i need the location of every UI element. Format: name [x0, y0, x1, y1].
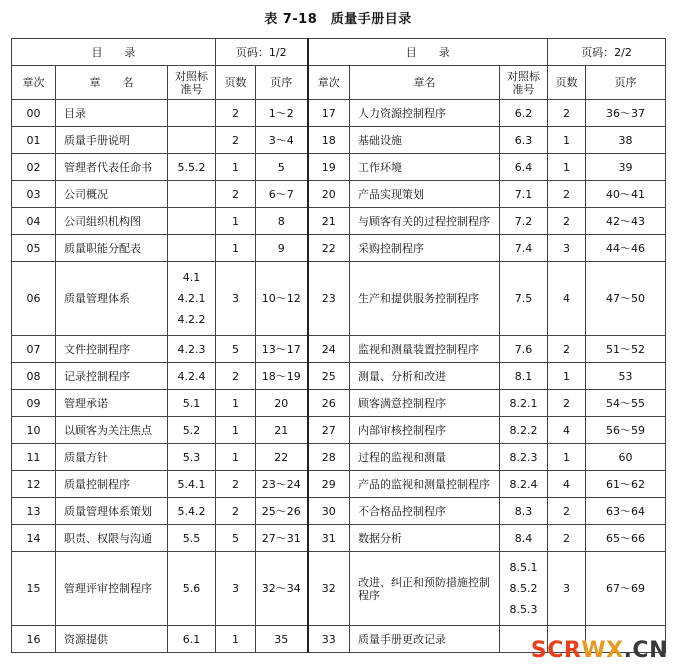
page-range: 23～24: [256, 471, 308, 498]
col-clause-header: 对照标准号: [500, 66, 548, 100]
page-count: 1: [216, 208, 256, 235]
chapter-number: 00: [12, 100, 56, 127]
chapter-number: 30: [308, 498, 350, 525]
page-range: 54～55: [586, 390, 666, 417]
site-watermark-logo: [531, 638, 668, 663]
clause-line: 8.5.3: [509, 603, 538, 616]
clause-number: [168, 390, 216, 417]
clause-line: 8.5.2: [509, 582, 538, 595]
page-count: 1: [216, 417, 256, 444]
chapter-name: 管理评审控制程序: [56, 552, 168, 626]
clause-number: [168, 363, 216, 390]
page-range: 60: [586, 444, 666, 471]
clause-line: 8.5.1: [509, 561, 538, 574]
chapter-name: 改进、纠正和预防措施控制程序: [350, 552, 500, 626]
chapter-name: 质量手册更改记录: [350, 626, 500, 653]
chapter-number: 02: [12, 154, 56, 181]
table-row: [12, 262, 666, 336]
chapter-number: 17: [308, 100, 350, 127]
table-row: [12, 390, 666, 417]
page-count: 2: [548, 181, 586, 208]
clause-line: 4.2.4: [177, 369, 206, 383]
chapter-name: 生产和提供服务控制程序: [350, 262, 500, 336]
watermark-part-b: WX: [581, 638, 624, 663]
clause-line: 8.2.4: [509, 477, 538, 491]
page-count: 1: [216, 390, 256, 417]
clause-number: [168, 181, 216, 208]
clause-number: [500, 444, 548, 471]
chapter-number: 08: [12, 363, 56, 390]
page-count: 1: [548, 154, 586, 181]
chapter-name: 测量、分析和改进: [350, 363, 500, 390]
page-count: 1: [548, 444, 586, 471]
page-range: 1～2: [256, 100, 308, 127]
page-count: 5: [216, 525, 256, 552]
col-seq-header: 页序: [256, 66, 308, 100]
chapter-name: 工作环境: [350, 154, 500, 181]
clause-line: 5.6: [182, 582, 201, 595]
chapter-number: 13: [12, 498, 56, 525]
chapter-number: 32: [308, 552, 350, 626]
page-count: 2: [216, 127, 256, 154]
chapter-number: 22: [308, 235, 350, 262]
chapter-name: 内部审核控制程序: [350, 417, 500, 444]
table-row: [12, 127, 666, 154]
clause-line: 7.4: [514, 241, 533, 255]
chapter-name: 职责、权限与沟通: [56, 525, 168, 552]
page-range: 3～4: [256, 127, 308, 154]
page-range: 9: [256, 235, 308, 262]
table-caption: 表 7-18 质量手册目录: [264, 12, 412, 27]
clause-line: 8.1: [514, 369, 533, 383]
page-range: 13～17: [256, 336, 308, 363]
chapter-number: 25: [308, 363, 350, 390]
table-row: [12, 235, 666, 262]
chapter-number: 14: [12, 525, 56, 552]
page-count: 1: [216, 235, 256, 262]
table-row: [12, 154, 666, 181]
clause-line: 6.1: [182, 632, 201, 646]
page-range: 20: [256, 390, 308, 417]
right-page-code: 页码：2/2: [548, 39, 666, 66]
left-page-code: 页码：1/2: [216, 39, 308, 66]
chapter-name: 质量方针: [56, 444, 168, 471]
page-count: 2: [216, 471, 256, 498]
table-row: [12, 471, 666, 498]
clause-number: [168, 235, 216, 262]
table-row: [12, 336, 666, 363]
table-row: [12, 363, 666, 390]
chapter-name: 管理承诺: [56, 390, 168, 417]
clause-number: [168, 498, 216, 525]
chapter-number: 23: [308, 262, 350, 336]
clause-number: [168, 417, 216, 444]
clause-number: [168, 208, 216, 235]
right-directory-header: 目 录: [308, 39, 548, 66]
chapter-number: 18: [308, 127, 350, 154]
clause-line: 5.4.2: [177, 504, 206, 518]
page-range: 40～41: [586, 181, 666, 208]
chapter-number: 33: [308, 626, 350, 653]
clause-number: [168, 525, 216, 552]
page-range: 44～46: [586, 235, 666, 262]
page-range: 67～69: [586, 552, 666, 626]
page-count: 2: [548, 498, 586, 525]
table-row: [12, 181, 666, 208]
chapter-name: 数据分析: [350, 525, 500, 552]
col-name-header: 章名: [350, 66, 500, 100]
chapter-name: 管理者代表任命书: [56, 154, 168, 181]
clause-line: 6.3: [514, 133, 533, 147]
clause-number: [500, 390, 548, 417]
chapter-number: 05: [12, 235, 56, 262]
page-range: 10～12: [256, 262, 308, 336]
clause-line: 5.2: [182, 423, 201, 437]
clause-number: [500, 552, 548, 626]
chapter-name: 记录控制程序: [56, 363, 168, 390]
page-count: 1: [548, 127, 586, 154]
clause-number: [500, 363, 548, 390]
page-count: 1: [216, 626, 256, 653]
page-count: 2: [216, 498, 256, 525]
chapter-name: 质量控制程序: [56, 471, 168, 498]
page-count: 3: [548, 552, 586, 626]
page-count: 2: [548, 525, 586, 552]
clause-number: [500, 208, 548, 235]
col-name-header: 章 名: [56, 66, 168, 100]
page-range: 6～7: [256, 181, 308, 208]
page-count: 2: [216, 100, 256, 127]
clause-number: [500, 525, 548, 552]
clause-line: 4.1: [182, 271, 201, 284]
clause-line: 6.2: [514, 106, 533, 120]
col-chapter-header: 章次: [12, 66, 56, 100]
chapter-name: 文件控制程序: [56, 336, 168, 363]
clause-number: [500, 181, 548, 208]
chapter-name: 资源提供: [56, 626, 168, 653]
chapter-number: 29: [308, 471, 350, 498]
chapter-name: 监视和测量装置控制程序: [350, 336, 500, 363]
page-count: 2: [216, 363, 256, 390]
chapter-number: 12: [12, 471, 56, 498]
chapter-name: 公司组织机构图: [56, 208, 168, 235]
chapter-number: 31: [308, 525, 350, 552]
table-row: [12, 444, 666, 471]
page-range: 35: [256, 626, 308, 653]
clause-number: [500, 471, 548, 498]
page-count: 1: [216, 154, 256, 181]
page-range: 21: [256, 417, 308, 444]
page-range: 5: [256, 154, 308, 181]
chapter-number: 21: [308, 208, 350, 235]
chapter-name: 产品实现策划: [350, 181, 500, 208]
clause-number: [168, 262, 216, 336]
header-row-columns: [12, 66, 666, 100]
page-count: 2: [548, 100, 586, 127]
page-range: 42～43: [586, 208, 666, 235]
clause-number: [168, 471, 216, 498]
chapter-name: 质量管理体系: [56, 262, 168, 336]
chapter-number: 01: [12, 127, 56, 154]
clause-line: 8.3: [514, 504, 533, 518]
page-range: 25～26: [256, 498, 308, 525]
chapter-name: 目录: [56, 100, 168, 127]
clause-number: [168, 154, 216, 181]
clause-line: 8.2.3: [509, 450, 538, 464]
clause-line: 6.4: [514, 160, 533, 174]
page-count: 1: [548, 363, 586, 390]
page-range: 32～34: [256, 552, 308, 626]
watermark-part-a: SCR: [530, 638, 582, 663]
page-count: 3: [216, 552, 256, 626]
table-row: [12, 100, 666, 127]
quality-manual-toc-table: [11, 38, 666, 653]
clause-line: 5.3: [182, 450, 201, 464]
col-pages-header: 页数: [548, 66, 586, 100]
clause-number: [168, 336, 216, 363]
chapter-number: 09: [12, 390, 56, 417]
chapter-name: 与顾客有关的过程控制程序: [350, 208, 500, 235]
page-count: 4: [548, 417, 586, 444]
page-count: 3: [548, 235, 586, 262]
page-range: 65～66: [586, 525, 666, 552]
clause-number: [168, 444, 216, 471]
chapter-number: 20: [308, 181, 350, 208]
chapter-number: 10: [12, 417, 56, 444]
page-range: 39: [586, 154, 666, 181]
chapter-number: 27: [308, 417, 350, 444]
clause-line: 5.4.1: [177, 477, 206, 491]
clause-line: 5.5: [182, 531, 201, 545]
clause-line: 7.2: [514, 214, 533, 228]
col-chapter-header: 章次: [308, 66, 350, 100]
page-count: 5: [216, 336, 256, 363]
chapter-number: 26: [308, 390, 350, 417]
chapter-number: 28: [308, 444, 350, 471]
clause-line: 7.1: [514, 187, 533, 201]
page-range: 47～50: [586, 262, 666, 336]
page-count: 3: [216, 262, 256, 336]
clause-line: 5.1: [182, 396, 201, 410]
chapter-name: 采购控制程序: [350, 235, 500, 262]
clause-number: [168, 626, 216, 653]
clause-number: [500, 336, 548, 363]
page-range: 27～31: [256, 525, 308, 552]
chapter-name: 产品的监视和测量控制程序: [350, 471, 500, 498]
clause-line: 4.2.3: [177, 342, 206, 356]
clause-number: [500, 100, 548, 127]
page-range: 8: [256, 208, 308, 235]
clause-number: [500, 417, 548, 444]
clause-number: [168, 127, 216, 154]
page-range: 61～62: [586, 471, 666, 498]
chapter-number: 03: [12, 181, 56, 208]
page-count: 2: [548, 336, 586, 363]
chapter-number: 07: [12, 336, 56, 363]
table-row: [12, 417, 666, 444]
table-row: [12, 552, 666, 626]
clause-number: [500, 154, 548, 181]
page-count: 2: [548, 208, 586, 235]
chapter-name: 不合格品控制程序: [350, 498, 500, 525]
page-count: 4: [548, 471, 586, 498]
watermark-part-c: .CN: [623, 638, 668, 663]
col-pages-header: 页数: [216, 66, 256, 100]
clause-line: 7.6: [514, 342, 533, 356]
clause-line: 5.5.2: [177, 160, 206, 174]
clause-number: [500, 127, 548, 154]
clause-number: [168, 100, 216, 127]
page-count: 4: [548, 262, 586, 336]
left-directory-header: 目 录: [12, 39, 216, 66]
page-count: 2: [216, 181, 256, 208]
page-range: 38: [586, 127, 666, 154]
table-row: [12, 525, 666, 552]
clause-line: 8.2.1: [509, 396, 538, 410]
chapter-number: 06: [12, 262, 56, 336]
chapter-number: 24: [308, 336, 350, 363]
page-count: 1: [216, 444, 256, 471]
page-range: 63～64: [586, 498, 666, 525]
header-row-directory: [12, 39, 666, 66]
chapter-name: 顾客满意控制程序: [350, 390, 500, 417]
clause-number: [168, 552, 216, 626]
clause-number: [500, 498, 548, 525]
table-row: [12, 208, 666, 235]
chapter-number: 15: [12, 552, 56, 626]
col-clause-header: 对照标准号: [168, 66, 216, 100]
chapter-number: 19: [308, 154, 350, 181]
chapter-name: 基础设施: [350, 127, 500, 154]
clause-number: [500, 262, 548, 336]
table-row: [12, 498, 666, 525]
page-range: 22: [256, 444, 308, 471]
page-count: 2: [548, 390, 586, 417]
clause-line: 8.4: [514, 531, 533, 545]
clause-line: 4.2.1: [177, 292, 206, 305]
clause-line: 4.2.2: [177, 313, 206, 326]
clause-line: 7.5: [514, 292, 533, 305]
chapter-number: 11: [12, 444, 56, 471]
chapter-name: 人力资源控制程序: [350, 100, 500, 127]
col-seq-header: 页序: [586, 66, 666, 100]
chapter-name: 质量管理体系策划: [56, 498, 168, 525]
chapter-name: 以顾客为关注焦点: [56, 417, 168, 444]
page-range: 51～52: [586, 336, 666, 363]
chapter-number: 04: [12, 208, 56, 235]
chapter-name: 质量手册说明: [56, 127, 168, 154]
page-range: 53: [586, 363, 666, 390]
page-range: 56～59: [586, 417, 666, 444]
page-range: 18～19: [256, 363, 308, 390]
chapter-name: 质量职能分配表: [56, 235, 168, 262]
chapter-name: 公司概况: [56, 181, 168, 208]
clause-line: 8.2.2: [509, 423, 538, 437]
clause-number: [500, 235, 548, 262]
chapter-number: 16: [12, 626, 56, 653]
page-range: 36～37: [586, 100, 666, 127]
chapter-name: 过程的监视和测量: [350, 444, 500, 471]
